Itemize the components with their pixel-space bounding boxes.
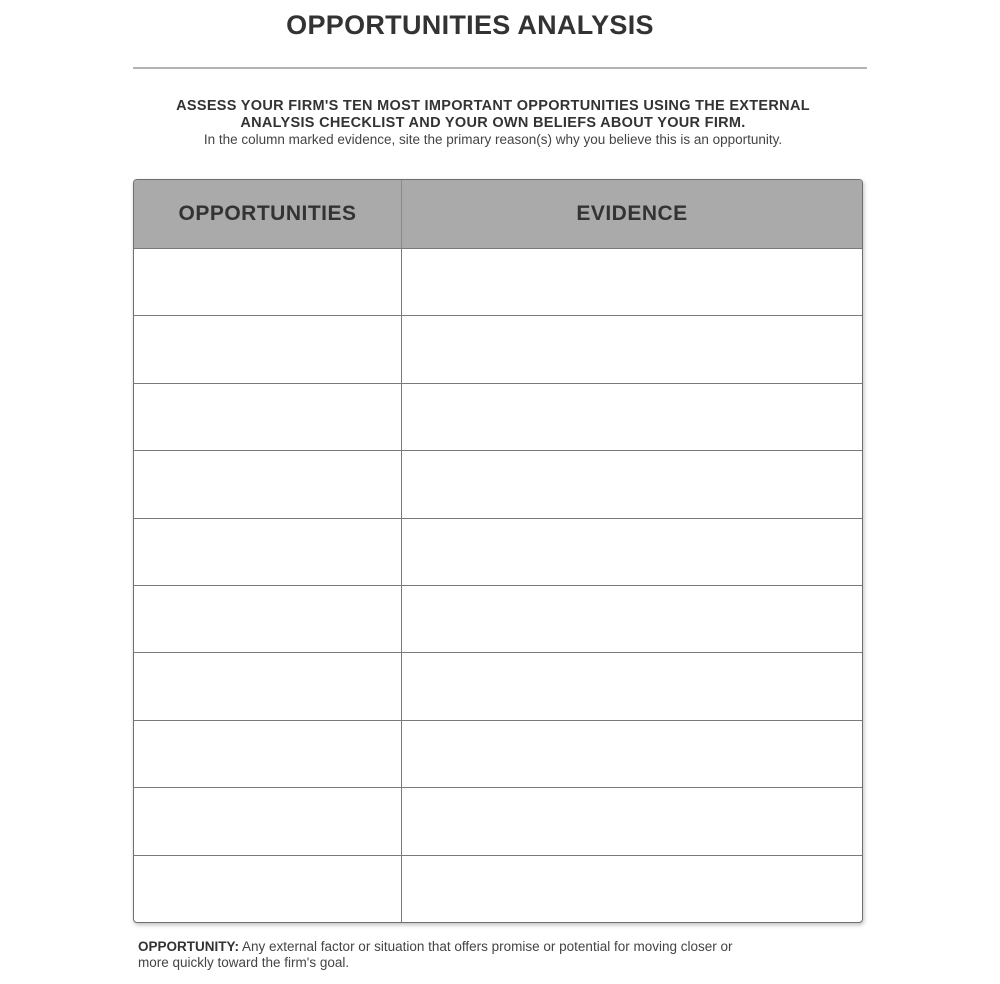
evidence-cell[interactable] (402, 383, 863, 450)
opportunity-cell[interactable] (134, 316, 402, 383)
evidence-cell[interactable] (402, 585, 863, 652)
table-row (134, 249, 862, 316)
instructions-heading: ASSESS YOUR FIRM'S TEN MOST IMPORTANT OPPORTUNITIES USING THE EXTERNAL ANALYSIS CHECKLIST AND YOUR OWN BELIEFS ABOUT YOUR FIRM. (176, 98, 810, 131)
definition-term: OPPORTUNITY: (138, 939, 239, 954)
opportunities-table (133, 179, 863, 923)
table-row (134, 316, 862, 383)
table-header-row (134, 180, 862, 249)
evidence-cell[interactable] (402, 518, 863, 585)
evidence-cell[interactable] (402, 653, 863, 720)
definition-footnote (138, 939, 758, 971)
evidence-cell[interactable] (402, 788, 863, 855)
column-header-evidence: EVIDENCE (402, 180, 863, 249)
opportunity-cell[interactable] (134, 383, 402, 450)
evidence-cell[interactable] (402, 249, 863, 316)
opportunity-cell[interactable] (134, 451, 402, 518)
evidence-cell[interactable] (402, 316, 863, 383)
opportunity-cell[interactable] (134, 249, 402, 316)
evidence-cell[interactable] (402, 855, 863, 922)
column-header-opportunities: OPPORTUNITIES (134, 180, 402, 249)
definition-text: Any external factor or situation that offers promise or potential for moving closer or more quickly toward the firm's goal. (138, 939, 733, 970)
table-row (134, 585, 862, 652)
opportunity-cell[interactable] (134, 518, 402, 585)
table-row (134, 383, 862, 450)
opportunity-cell[interactable] (134, 855, 402, 922)
opportunity-cell[interactable] (134, 720, 402, 787)
table-row (134, 855, 862, 922)
evidence-cell[interactable] (402, 720, 863, 787)
table-row (134, 720, 862, 787)
table-row (134, 518, 862, 585)
instructions-subtext: In the column marked evidence, site the primary reason(s) why you believe this is an opportunity. (203, 132, 783, 147)
evidence-cell[interactable] (402, 451, 863, 518)
table-row (134, 788, 862, 855)
page-title: OPPORTUNITIES ANALYSIS (286, 10, 654, 40)
table-row (134, 451, 862, 518)
table-row (134, 653, 862, 720)
opportunity-cell[interactable] (134, 788, 402, 855)
title-divider (133, 67, 867, 69)
opportunity-cell[interactable] (134, 653, 402, 720)
opportunity-cell[interactable] (134, 585, 402, 652)
instructions (133, 98, 853, 148)
